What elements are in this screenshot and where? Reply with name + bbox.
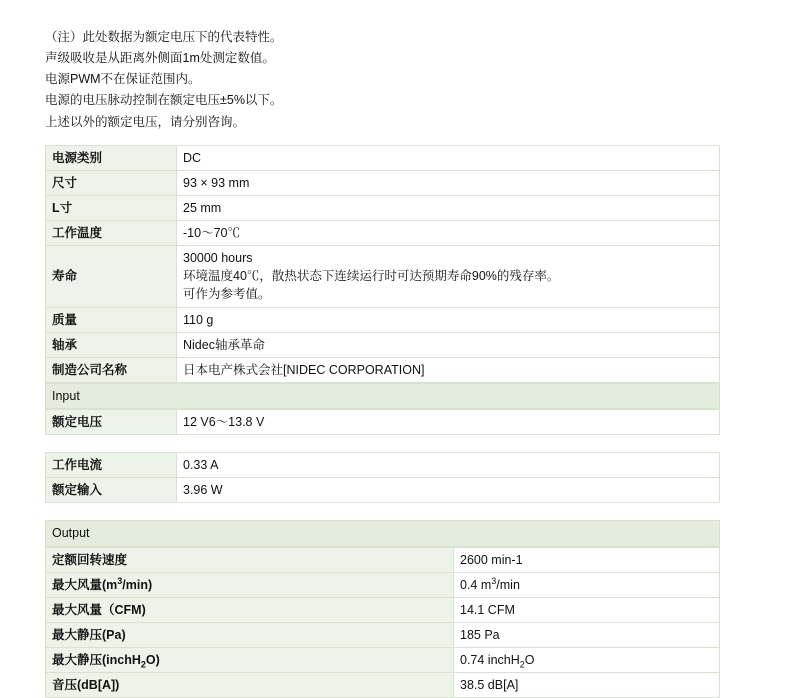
- row-value: [454, 572, 720, 597]
- value-text-suffix: O: [525, 653, 535, 667]
- value-line: 30000 hours: [183, 249, 713, 267]
- label-subscript: 2: [141, 660, 146, 670]
- general-spec-table: [45, 145, 720, 383]
- row-value: 93 × 93 mm: [177, 170, 720, 195]
- input-section-header-table: [45, 383, 720, 409]
- row-label: 轴承: [46, 332, 177, 357]
- value-line: 可作为参考值。: [183, 285, 713, 303]
- row-value: 25 mm: [177, 195, 720, 220]
- label-text: 最大风量（CFM): [52, 603, 146, 617]
- table-row: [46, 453, 720, 478]
- output-section-header-table: [45, 520, 720, 546]
- row-value: DC: [177, 145, 720, 170]
- note-line: 声级吸收是从距离外侧面1m处测定数值。: [45, 49, 760, 67]
- label-text: 音压(dB[A]): [52, 678, 119, 692]
- row-value: [177, 246, 720, 307]
- note-line: 电源PWM不在保证范围内。: [45, 70, 760, 88]
- spacer: [45, 435, 760, 452]
- row-value: 2600 min-1: [454, 547, 720, 572]
- label-text-suffix: /min): [122, 578, 152, 592]
- table-row: [46, 547, 720, 572]
- table-row: [46, 332, 720, 357]
- table-row: [46, 648, 720, 673]
- notes-block: [45, 28, 760, 131]
- table-row: [46, 357, 720, 382]
- label-text-suffix: O): [146, 653, 160, 667]
- row-label: 额定电压: [46, 410, 177, 435]
- row-label: 质量: [46, 307, 177, 332]
- row-label: [46, 648, 454, 673]
- row-label: L寸: [46, 195, 177, 220]
- section-title: Input: [46, 383, 720, 408]
- row-label: 工作电流: [46, 453, 177, 478]
- section-header-output: [46, 521, 720, 546]
- table-row: [46, 572, 720, 597]
- label-text: 最大静压(inchH: [52, 653, 141, 667]
- table-row: [46, 170, 720, 195]
- table-row: [46, 246, 720, 307]
- label-text: 最大风量(m: [52, 578, 117, 592]
- table-row: [46, 597, 720, 622]
- row-label: [46, 572, 454, 597]
- row-value: 110 g: [177, 307, 720, 332]
- row-value: Nidec轴承革命: [177, 332, 720, 357]
- row-label: 电源类别: [46, 145, 177, 170]
- table-row: [46, 410, 720, 435]
- output-spec-table: [45, 547, 720, 698]
- table-row: [46, 673, 720, 698]
- value-superscript: 3: [491, 575, 496, 585]
- table-row: [46, 195, 720, 220]
- value-line: 环境温度40℃，散热状态下连续运行时可达预期寿命90%的残存率。: [183, 267, 713, 285]
- row-label: [46, 673, 454, 698]
- table-row: [46, 478, 720, 503]
- section-title: Output: [46, 521, 720, 546]
- value-text: 0.74 inchH: [460, 653, 520, 667]
- row-value: [454, 673, 720, 698]
- row-label: 工作温度: [46, 221, 177, 246]
- note-line: 上述以外的额定电压，请分别咨询。: [45, 113, 760, 131]
- value-text: 38.5 dB[A]: [460, 678, 518, 692]
- spacer: [45, 503, 760, 520]
- input-voltage-table: [45, 409, 720, 435]
- value-subscript: 2: [520, 660, 525, 670]
- row-label: 寿命: [46, 246, 177, 307]
- row-value: [454, 648, 720, 673]
- section-header-input: [46, 383, 720, 408]
- row-label: 制造公司名称: [46, 357, 177, 382]
- table-row: [46, 307, 720, 332]
- row-label: 尺寸: [46, 170, 177, 195]
- row-value: 12 V6〜13.8 V: [177, 410, 720, 435]
- table-row: [46, 145, 720, 170]
- table-row: [46, 221, 720, 246]
- row-label: [46, 622, 454, 647]
- value-text: 185 Pa: [460, 628, 500, 642]
- row-value: -10〜70℃: [177, 221, 720, 246]
- note-line: 电源的电压脉动控制在额定电压±5%以下。: [45, 91, 760, 109]
- row-label: [46, 597, 454, 622]
- table-row: [46, 622, 720, 647]
- input-current-table: [45, 452, 720, 503]
- value-text: 14.1 CFM: [460, 603, 515, 617]
- label-text: 最大静压(Pa): [52, 628, 126, 642]
- value-text: 0.4 m: [460, 578, 491, 592]
- row-label: 额定输入: [46, 478, 177, 503]
- row-value: [454, 622, 720, 647]
- value-text-suffix: /min: [496, 578, 520, 592]
- row-value: 3.96 W: [177, 478, 720, 503]
- row-value: [454, 597, 720, 622]
- row-label: 定额回转速度: [46, 547, 454, 572]
- row-value: 0.33 A: [177, 453, 720, 478]
- label-superscript: 3: [117, 575, 122, 585]
- row-value: 日本电产株式会社[NIDEC CORPORATION]: [177, 357, 720, 382]
- note-line: （注）此处数据为额定电压下的代表特性。: [45, 28, 760, 46]
